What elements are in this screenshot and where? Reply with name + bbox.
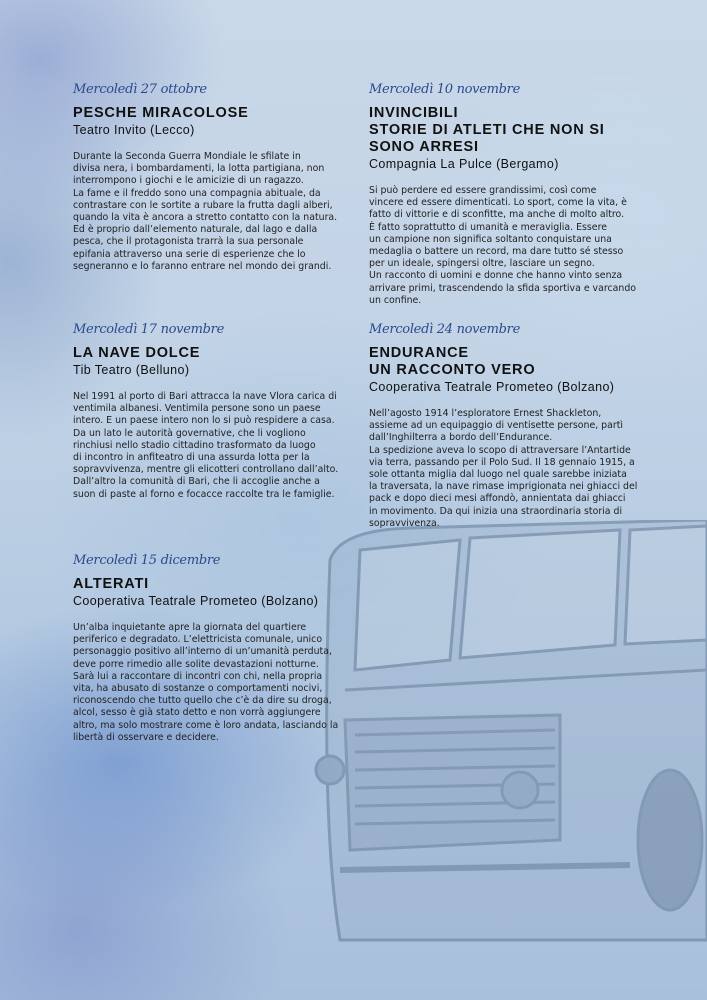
event-description: Durante la Seconda Guerra Mondiale le sfilate in divisa nera, i bombardamenti, la lotta partigiana, non interrompono i giochi e le amicizie di un ragazzo. La fame e il freddo sono una compagnia abituale, da contrastare con le sortite a rubare la frutta dagli alberi, quando la vita è ancora a stretto contatto con la natura. Ed è proprio dall’elemento naturale, dal lago e dalla pesca, che il protagonista trarrà la sua personale epifania attraverso una serie di esperienze che lo segneranno e lo faranno entrare nel mondo dei grandi. (73, 151, 338, 272)
event-date: Mercoledì 17 novembre (73, 322, 224, 337)
event-title: ENDURANCE UN RACCONTO VERO (369, 345, 536, 378)
event-15-dicembre (73, 553, 343, 744)
event-title: ALTERATI (73, 576, 149, 592)
event-company: Cooperativa Teatrale Prometeo (Bolzano) (73, 594, 319, 608)
event-date: Mercoledì 10 novembre (369, 82, 520, 97)
event-17-novembre (73, 322, 343, 501)
event-27-ottobre (73, 82, 343, 273)
event-title: PESCHE MIRACOLOSE (73, 105, 249, 121)
event-description: Un’alba inquietante apre la giornata del quartiere periferico e degradato. L’elettricista comunale, unico personaggio positivo all’interno di un’umanità perduta, deve porre rimedio alle solite devastazioni notturne. Sarà lui a raccontare di incontri con chi, nella propria vita, ha abusato di sostanze o comportamenti nocivi, riconoscendo che tutto quello che c’è da dire su droga, alcol, sesso è già stato detto e non vorrà aggiungere altro, ma solo mostrare come è loro andata, lasciando la libertà di osservare e decidere. (73, 622, 339, 743)
event-description: Si può perdere ed essere grandissimi, così come vincere ed essere dimenticati. Lo sport, come la vita, è fatto di vittorie e di sconfitte, ma anche di molto altro. È fatto soprattutto di umanità e meraviglia. Essere un campione non significa soltanto conquistare una medaglia o battere un record, ma dare tutto sé stesso per un ideale, spingersi oltre, lasciare un segno. Un racconto di uomini e donne che hanno vinto senza arrivare primi, trascendendo la sfida sportiva e varcando un confine. (369, 185, 637, 306)
event-10-novembre (369, 82, 649, 307)
vintage-bus-illustration (300, 520, 707, 960)
event-company: Compagnia La Pulce (Bergamo) (369, 157, 559, 171)
event-date: Mercoledì 27 ottobre (73, 82, 207, 97)
event-date: Mercoledì 15 dicembre (73, 553, 221, 568)
event-date: Mercoledì 24 novembre (369, 322, 520, 337)
event-company: Cooperativa Teatrale Prometeo (Bolzano) (369, 380, 615, 394)
event-company: Tib Teatro (Belluno) (73, 363, 190, 377)
event-description: Nell’agosto 1914 l’esploratore Ernest Shackleton, assieme ad un equipaggio di ventisette persone, partì dall’Inghilterra a bordo dell’Endurance. La spedizione aveva lo scopo di attraversare l’Antartide via terra, passando per il Polo Sud. Il 18 gennaio 1915, a sole ottanta miglia dal luogo nel quale sarebbe iniziata la traversata, la nave rimase imprigionata nei ghiacci del pack e dopo dieci mesi affondò, annientata dai ghiacci in movimento. Da qui inizia una straordinaria storia di sopravvivenza. (369, 408, 638, 529)
event-description: Nel 1991 al porto di Bari attracca la nave Vlora carica di ventimila albanesi. Ventimila persone sono un paese intero. E un paese intero non lo si può respidere a casa. Da un lato le autorità governative, che li vogliono rinchiusi nello stadio cittadino trasformato da luogo di incontro in anfiteatro di una assurda lotta per la sopravvivenza, mentre gli elicotteri controllano dall’alto. Dall’altro la comunità di Bari, che li accoglie anche a suon di paste al forno e focacce raccolte tra le famiglie. (73, 391, 339, 500)
event-title: LA NAVE DOLCE (73, 345, 201, 361)
event-title: INVINCIBILI STORIE DI ATLETI CHE NON SI SONO ARRESI (369, 105, 605, 155)
event-company: Teatro Invito (Lecco) (73, 123, 195, 137)
event-24-novembre (369, 322, 649, 530)
